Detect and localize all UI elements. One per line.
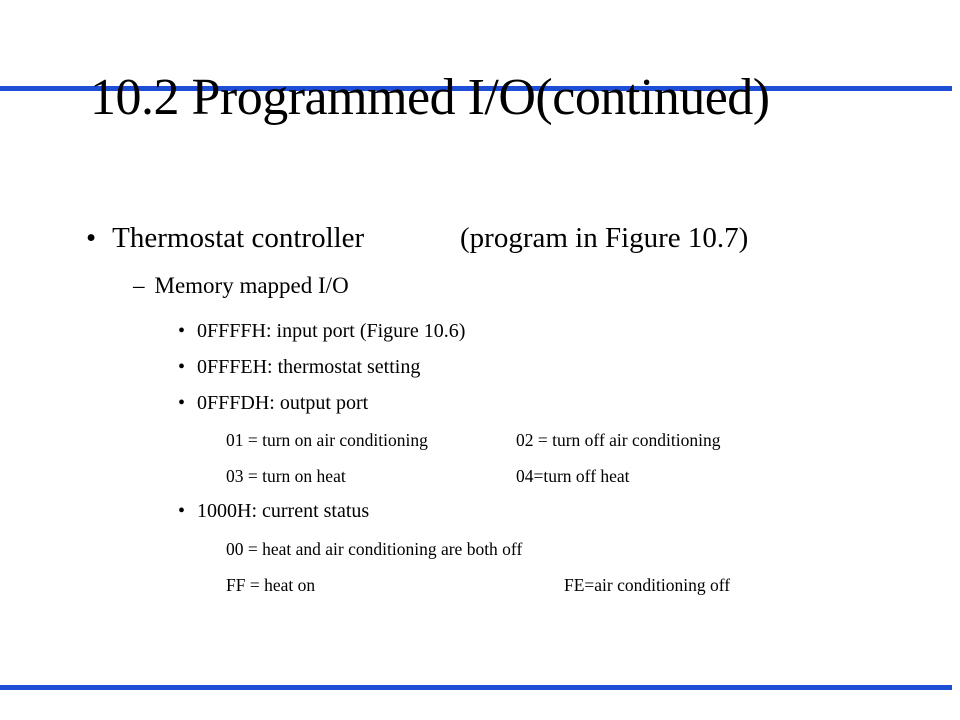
bullet-marker: • — [178, 320, 186, 342]
code-right: FE=air conditioning off — [564, 575, 731, 595]
bullet-marker: • — [178, 356, 186, 378]
code-right: 02 = turn off air conditioning — [516, 430, 721, 450]
bullet-text: Thermostat controller — [112, 222, 365, 254]
item-input-port — [178, 320, 465, 343]
slide-title: 10.2 Programmed I/O(continued) — [90, 69, 770, 126]
item-output-port — [178, 392, 368, 415]
subbullet-text: Memory mapped I/O — [154, 273, 349, 298]
bullet-marker: • — [86, 222, 97, 254]
item-text: 0FFFDH: output port — [197, 392, 369, 414]
item-text: 0FFFEH: thermostat setting — [197, 356, 421, 378]
bullet-marker: • — [178, 500, 186, 522]
code-line-heat — [226, 466, 630, 487]
code-line-heat-on — [226, 575, 731, 596]
bottom-rule — [0, 685, 952, 690]
item-thermostat-setting — [178, 356, 420, 379]
code-line-air-conditioning — [226, 430, 721, 451]
bullet-marker: • — [178, 392, 186, 414]
code-left: FF = heat on — [226, 575, 316, 595]
dash-marker: – — [133, 273, 145, 298]
item-current-status — [178, 500, 369, 523]
code-left: 00 = heat and air conditioning are both off — [226, 539, 523, 559]
code-line-both-off — [226, 539, 522, 560]
code-left: 01 = turn on air conditioning — [226, 430, 428, 450]
item-text: 0FFFFH: input port (Figure 10.6) — [197, 320, 466, 342]
bullet-thermostat-controller — [86, 222, 749, 255]
bullet-text-secondary: (program in Figure 10.7) — [460, 222, 749, 254]
subbullet-memory-mapped — [133, 273, 349, 299]
code-right: 04=turn off heat — [516, 466, 630, 486]
code-left: 03 = turn on heat — [226, 466, 346, 486]
item-text: 1000H: current status — [197, 500, 370, 522]
